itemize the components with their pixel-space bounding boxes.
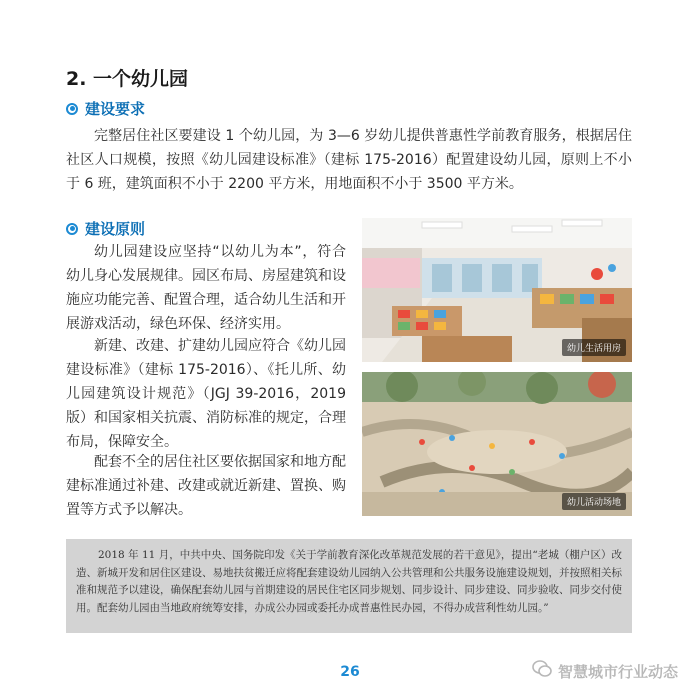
policy-quote-box: 2018 年 11 月，中共中央、国务院印发《关于学前教育深化改革规范发展的若干意见》，提出“老城（棚户区）改造、新城开发和居住区建设、易地扶贫搬迁应将配套建设幼儿园纳入公共管理和公共服务设施建设规划，并按照相关标准和规范予以建设，确保配套幼儿园与首期建设的居民住宅区同步规划、同步设计、同步建设、同步验收、同步交付使用。配套幼儿园由当地政府统筹安排，办成公办园或委托办成普惠性民办园，不得办成营利性幼儿园。”: [66, 539, 632, 633]
classroom-photo: [362, 218, 632, 362]
bullet-circle-icon: [66, 223, 78, 235]
section-heading-label: 建设原则: [85, 220, 146, 238]
wechat-logo-icon: [532, 660, 552, 682]
watermark: [532, 660, 678, 682]
photo-caption: 幼儿生活用房: [562, 339, 626, 356]
principles-paragraph-3: 配套不全的居住社区要依据国家和地方配建标准通过补建、改建或就近新建、置换、购置等方式予以解决。: [66, 454, 346, 518]
watermark-text: 智慧城市行业动态: [557, 662, 678, 681]
section-heading-label: 建设要求: [85, 100, 146, 118]
principles-paragraph-2: 新建、改建、扩建幼儿园应符合《幼儿园建设标准》（建标 175-2016）、《托儿所、幼儿园建筑设计规范》（JGJ 39-2016，2019 版）和国家相关抗震、消防标准的规定，合理布局，保障安全。: [66, 338, 346, 450]
section-heading-requirements: [66, 98, 145, 119]
page-number: 26: [340, 664, 360, 680]
page-title: 2. 一个幼儿园: [66, 68, 189, 90]
section-heading-principles: [66, 218, 145, 239]
photo-caption: 幼儿活动场地: [562, 493, 626, 510]
bullet-circle-icon: [66, 103, 78, 115]
playground-photo: [362, 372, 632, 516]
requirements-paragraph: 完整居住社区要建设 1 个幼儿园，为 3—6 岁幼儿提供普惠性学前教育服务，根据居住社区人口规模，按照《幼儿园建设标准》（建标 175-2016）配置建设幼儿园，原则上不小于 6 班，建筑面积不小于 2200 平方米，用地面积不小于 3500 平方米。: [66, 128, 632, 192]
principles-paragraph-1: 幼儿园建设应坚持“以幼儿为本”，符合幼儿身心发展规律。园区布局、房屋建筑和设施应功能完善、配置合理，适合幼儿生活和开展游戏活动，绿色环保、经济实用。: [66, 244, 346, 332]
